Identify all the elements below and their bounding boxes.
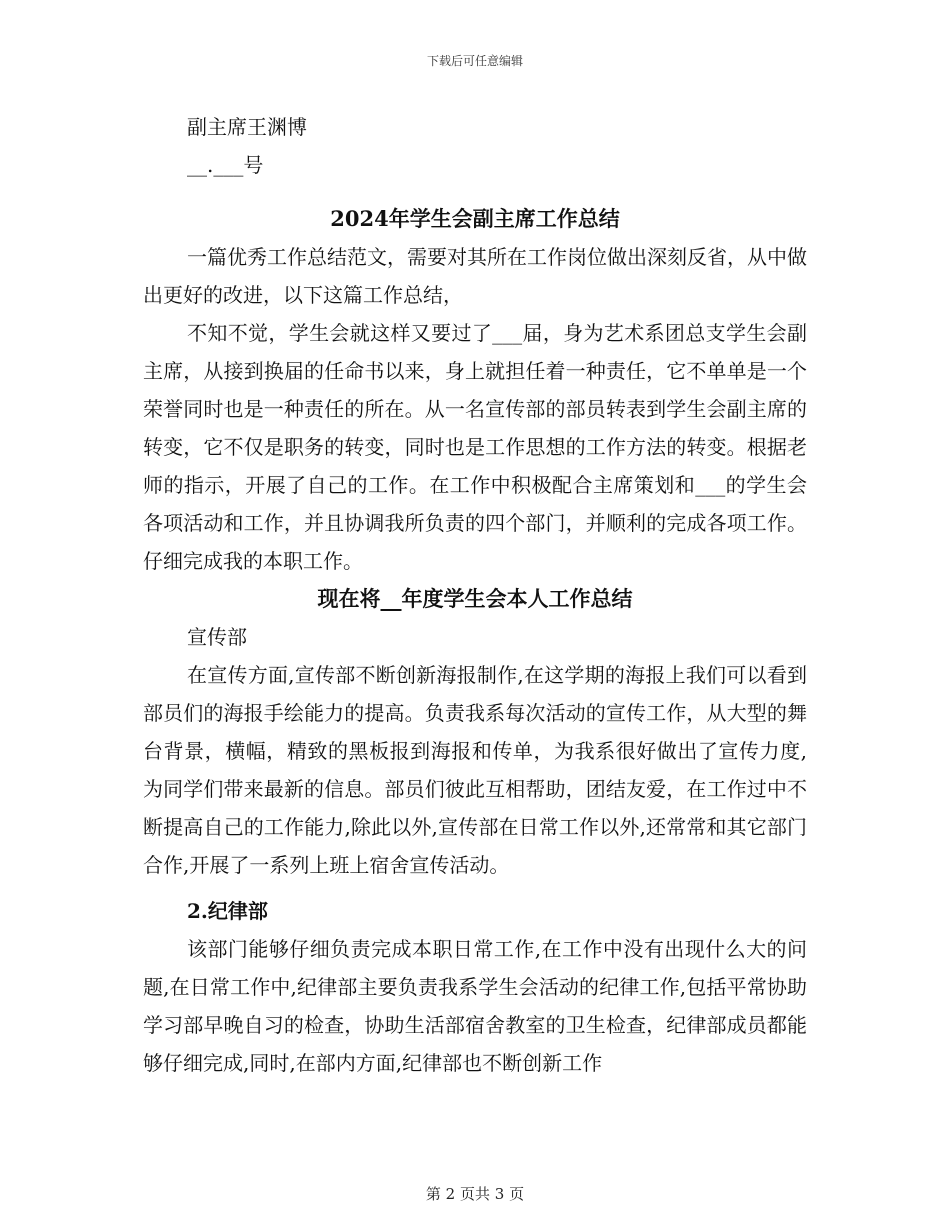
section-paragraph-discipline: 该部门能够仔细负责完成本职日常工作,在工作中没有出现什么大的问题,在日常工作中,纪律部主要负责我系学生会活动的纪律工作,包括平常协助学习部早晚自习的检查，协助生活部宿舍教室的卫生检查，纪律部成员都能够仔细完成,同时,在部内方面,纪律部也不断创新工作 [143, 937, 807, 1075]
section-heading-propaganda: 宣传部 [187, 625, 247, 649]
section-subtitle: 现在将__年度学生会本人工作总结 [317, 586, 633, 611]
intro-paragraph: 一篇优秀工作总结范文，需要对其所在工作岗位做出深刻反省，从中做出更好的改进，以下这篇工作总结， [143, 245, 807, 307]
section-paragraph-propaganda: 在宣传方面,宣传部不断创新海报制作,在这学期的海报上我们可以看到部员们的海报手绘能力的提高。负责我系每次活动的宣传工作，从大型的舞台背景，横幅，精致的黑板报到海报和传单，为我系很好做出了宣传力度,为同学们带来最新的信息。部员们彼此互相帮助，团结友爱，在工作过中不断提高自己的工作能力,除此以外,宣传部在日常工作以外,还常常和其它部门合作,开展了一系列上班上宿舍宣传活动。 [143, 663, 807, 877]
page-header: 下载后可任意编辑 [426, 54, 523, 68]
article-title: 2024年学生会副主席工作总结 [330, 206, 620, 231]
section-heading-discipline: 2.纪律部 [187, 899, 268, 923]
page-footer: 第 2 页共 3 页 [425, 1185, 525, 1203]
signature-number: __.___号 [187, 153, 264, 177]
document-body [143, 108, 807, 1082]
body-paragraph-1: 不知不觉，学生会就这样又要过了___届，身为艺术系团总支学生会副主席，从接到换届的任命书以来，身上就担任着一种责任，它不单单是一个荣誉同时也是一种责任的所在。从一名宣传部的部员转表到学生会副主席的转变，它不仅是职务的转变，同时也是工作思想的工作方法的转变。根据老师的指示，开展了自己的工作。在工作中积极配合主席策划和___的学生会各项活动和工作，并且协调我所负责的四个部门，并顺利的完成各项工作。仔细完成我的本职工作。 [143, 321, 807, 573]
signature-name: 副主席王渊博 [187, 115, 307, 139]
